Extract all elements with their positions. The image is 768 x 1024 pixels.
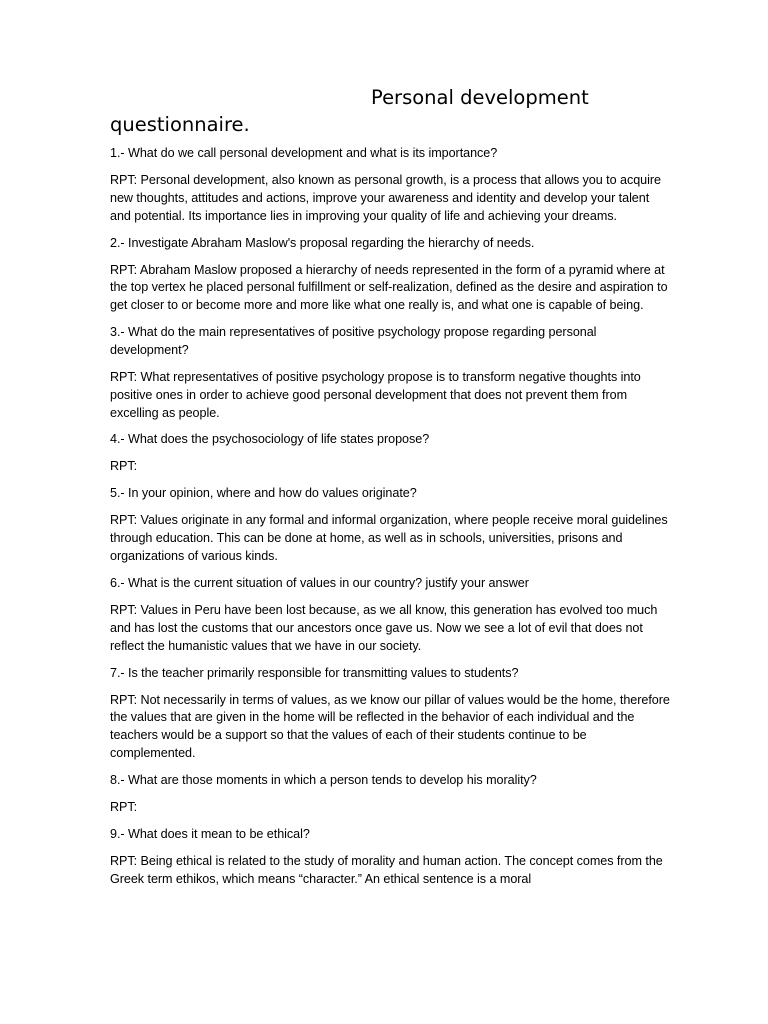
answer-3: RPT: What representatives of positive psychology propose is to transform negative thoughts into positive ones in order to achieve good personal development that does not prevent them from excelling as people. bbox=[110, 369, 641, 420]
answer-6: RPT: Values in Peru have been lost because, as we all know, this generation has evolved too much and has lost the customs that our ancestors once gave us. Now we see a lot of evil that does not reflect the humanistic values that we have in our society. bbox=[110, 603, 658, 653]
answer-8: RPT: bbox=[110, 799, 138, 814]
question-4: 4.- What does the psychosociology of life states propose? bbox=[110, 432, 430, 447]
title-line-2: questionnaire. bbox=[110, 113, 250, 136]
question-7: 7.- Is the teacher primarily responsible for transmitting values to students? bbox=[110, 665, 519, 680]
document-title bbox=[110, 84, 670, 138]
answer-5: RPT: Values originate in any formal and informal organization, where people receive moral guidelines through education. This can be done at home, as well as in schools, universities, prisons and organizations of various kinds. bbox=[110, 513, 668, 564]
question-6: 6.- What is the current situation of values in our country? justify your answer bbox=[110, 576, 529, 591]
title-line-1: Personal development bbox=[371, 86, 589, 109]
document-page bbox=[110, 84, 670, 898]
answer-2: RPT: Abraham Maslow proposed a hierarchy of needs represented in the form of a pyramid where at the top vertex he placed personal fulfillment or self-realization, defined as the desire and aspiration to get closer to or become more and more like what one really is, and what one is capable of being. bbox=[110, 262, 668, 313]
question-5: 5.- In your opinion, where and how do values originate? bbox=[110, 486, 417, 501]
question-8: 8.- What are those moments in which a person tends to develop his morality? bbox=[110, 772, 537, 787]
answer-1: RPT: Personal development, also known as personal growth, is a process that allows you to acquire new thoughts, attitudes and actions, improve your awareness and identity and develop your talent and potential. Its importance lies in improving your quality of life and achieving your dreams. bbox=[110, 172, 661, 223]
answer-4: RPT: bbox=[110, 459, 138, 474]
answer-9: RPT: Being ethical is related to the study of morality and human action. The concept comes from the Greek term ethikos, which means “character.” An ethical sentence is a moral bbox=[110, 853, 663, 886]
question-1: 1.- What do we call personal development and what is its importance? bbox=[110, 146, 498, 160]
answer-7: RPT: Not necessarily in terms of values, as we know our pillar of values would be the home, therefore the values that are given in the home will be reflected in the behavior of each individual and the teachers would be a support so that the values of each of their students continue to be complemented. bbox=[110, 692, 670, 760]
question-3: 3.- What do the main representatives of positive psychology propose regarding personal development? bbox=[110, 325, 597, 357]
question-9: 9.- What does it mean to be ethical? bbox=[110, 826, 310, 841]
question-2: 2.- Investigate Abraham Maslow's proposal regarding the hierarchy of needs. bbox=[110, 235, 535, 250]
